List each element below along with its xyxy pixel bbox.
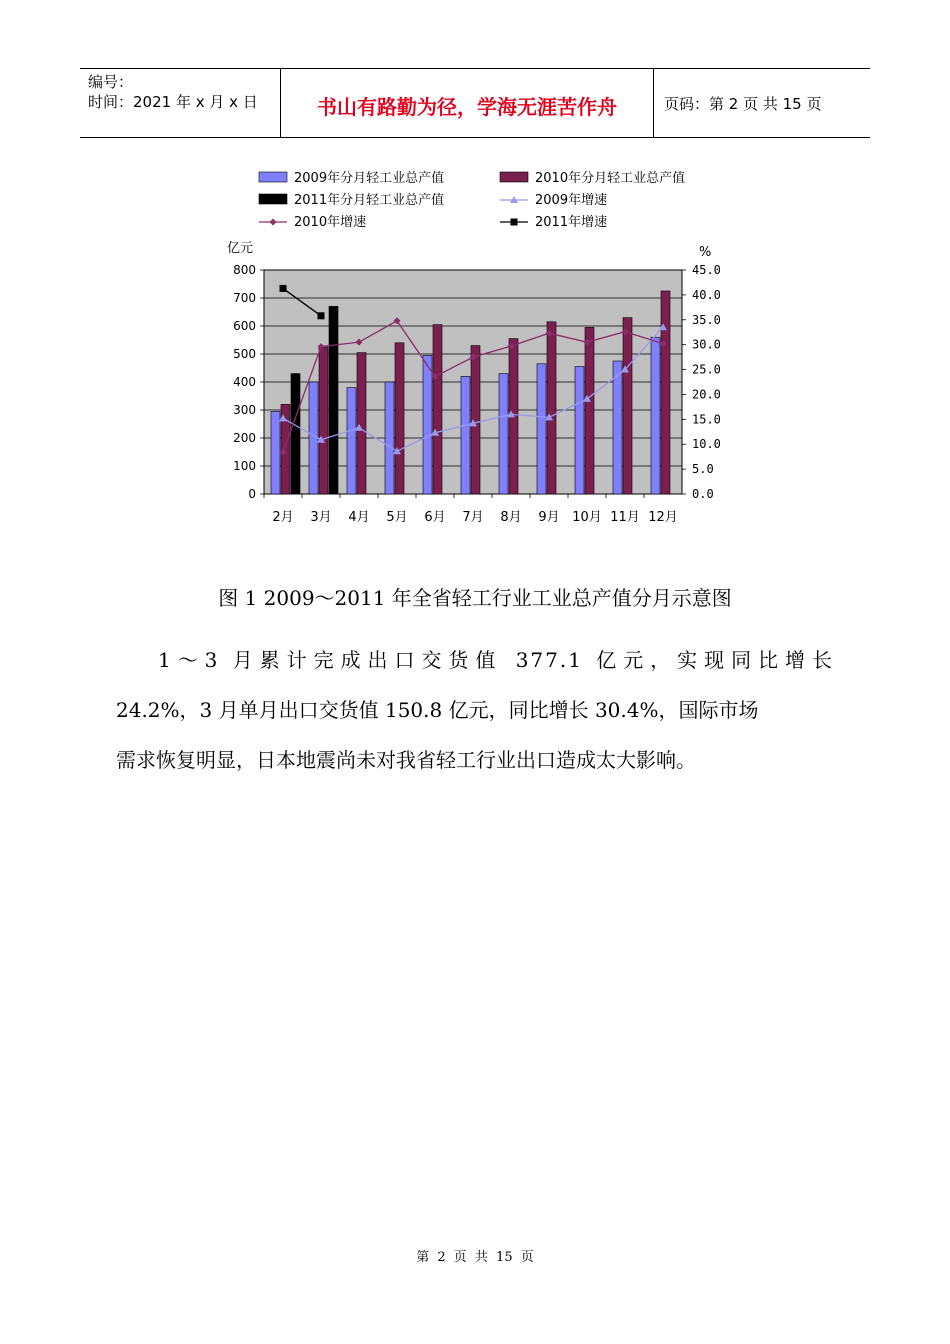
x-tick-label: 9月 — [538, 510, 560, 525]
bar-2009 — [499, 374, 508, 494]
bar-2009 — [575, 367, 584, 494]
y-left-tick-label: 0 — [248, 487, 256, 501]
figure-caption: 图 1 2009～2011 年全省轻工行业工业总产值分月示意图 — [218, 586, 732, 610]
x-tick-label: 4月 — [348, 510, 370, 525]
x-tick-label: 12月 — [648, 510, 678, 525]
legend-marker — [511, 219, 518, 226]
legend-swatch — [259, 172, 287, 182]
bar-2010 — [319, 347, 328, 494]
bar-2010 — [395, 343, 404, 494]
y-right-tick-label: 30.0 — [692, 337, 721, 352]
bar-2009 — [347, 388, 356, 494]
point-2011 — [318, 312, 325, 319]
production-chart — [215, 160, 735, 530]
y-right-tick-label: 20.0 — [692, 387, 721, 402]
bar-2009 — [461, 376, 470, 494]
y-right-unit: % — [699, 245, 712, 260]
bar-2010 — [357, 353, 366, 494]
legend-label: 2010年增速 — [294, 215, 367, 230]
header-table — [80, 68, 870, 138]
legend-label: 2010年分月轻工业总产值 — [535, 171, 686, 186]
x-tick-label: 11月 — [610, 510, 640, 525]
x-tick-label: 7月 — [462, 510, 484, 525]
y-right-tick-label: 5.0 — [692, 462, 714, 477]
header-page-cell — [654, 69, 870, 137]
bar-2011 — [329, 306, 338, 494]
bar-2010 — [623, 318, 632, 494]
header-motto-cell — [281, 69, 654, 137]
motto-text: 书山有路勤为径，学海无涯苦作舟 — [317, 95, 617, 119]
number-label: 编号： — [88, 73, 134, 91]
header-info-cell — [80, 69, 281, 137]
paragraph-line-1: 1～3 月累计完成出口交货值 377.1 亿元，实现同比增长 — [158, 648, 834, 672]
legend-label: 2011年增速 — [535, 215, 608, 230]
y-left-tick-label: 500 — [233, 347, 256, 361]
x-tick-label: 2月 — [272, 510, 294, 525]
y-left-tick-label: 400 — [233, 375, 256, 389]
time-label: 时间：2021 年 x 月 x 日 — [88, 93, 258, 111]
y-right-tick-label: 0.0 — [692, 487, 714, 501]
x-tick-label: 8月 — [500, 510, 522, 525]
y-right-tick-label: 40.0 — [692, 287, 721, 302]
bar-2010 — [433, 325, 442, 494]
legend-label: 2009年增速 — [535, 193, 608, 208]
bar-2010 — [585, 327, 594, 494]
y-left-tick-label: 800 — [233, 263, 256, 277]
legend-label: 2011年分月轻工业总产值 — [294, 193, 445, 208]
paragraph-line-3: 需求恢复明显，日本地震尚未对我省轻工行业出口造成太大影响。 — [116, 748, 696, 772]
legend-swatch — [259, 194, 287, 204]
bar-2010 — [547, 322, 556, 494]
bar-2009 — [651, 337, 660, 494]
bar-2009 — [385, 382, 394, 494]
bar-2010 — [661, 291, 670, 494]
x-tick-label: 6月 — [424, 510, 446, 525]
y-right-tick-label: 25.0 — [692, 362, 721, 377]
point-2011 — [280, 285, 287, 292]
bar-2009 — [423, 355, 432, 494]
x-tick-label: 10月 — [572, 510, 602, 525]
bar-2009 — [537, 364, 546, 494]
legend-marker — [270, 219, 277, 226]
y-right-tick-label: 15.0 — [692, 412, 721, 427]
bar-2009 — [271, 411, 280, 494]
bar-2011 — [291, 374, 300, 494]
paragraph-line-2: 24.2%，3 月单月出口交货值 150.8 亿元，同比增长 30.4%，国际市场 — [116, 698, 759, 722]
page-label: 页码：第 2 页 共 15 页 — [664, 95, 822, 113]
y-left-tick-label: 100 — [233, 459, 256, 473]
x-tick-label: 5月 — [386, 510, 408, 525]
legend-label: 2009年分月轻工业总产值 — [294, 171, 445, 186]
y-left-tick-label: 600 — [233, 319, 256, 333]
page-footer: 第 2 页 共 15 页 — [416, 1250, 534, 1265]
y-left-unit: 亿元 — [227, 241, 254, 256]
x-tick-label: 3月 — [310, 510, 332, 525]
y-left-tick-label: 200 — [233, 431, 256, 445]
y-left-tick-label: 700 — [233, 291, 256, 305]
bar-2009 — [613, 361, 622, 494]
bar-2010 — [471, 346, 480, 494]
y-right-tick-label: 45.0 — [692, 263, 721, 277]
legend-swatch — [500, 172, 528, 182]
y-right-tick-label: 35.0 — [692, 312, 721, 327]
y-left-tick-label: 300 — [233, 403, 256, 417]
y-right-tick-label: 10.0 — [692, 437, 721, 452]
